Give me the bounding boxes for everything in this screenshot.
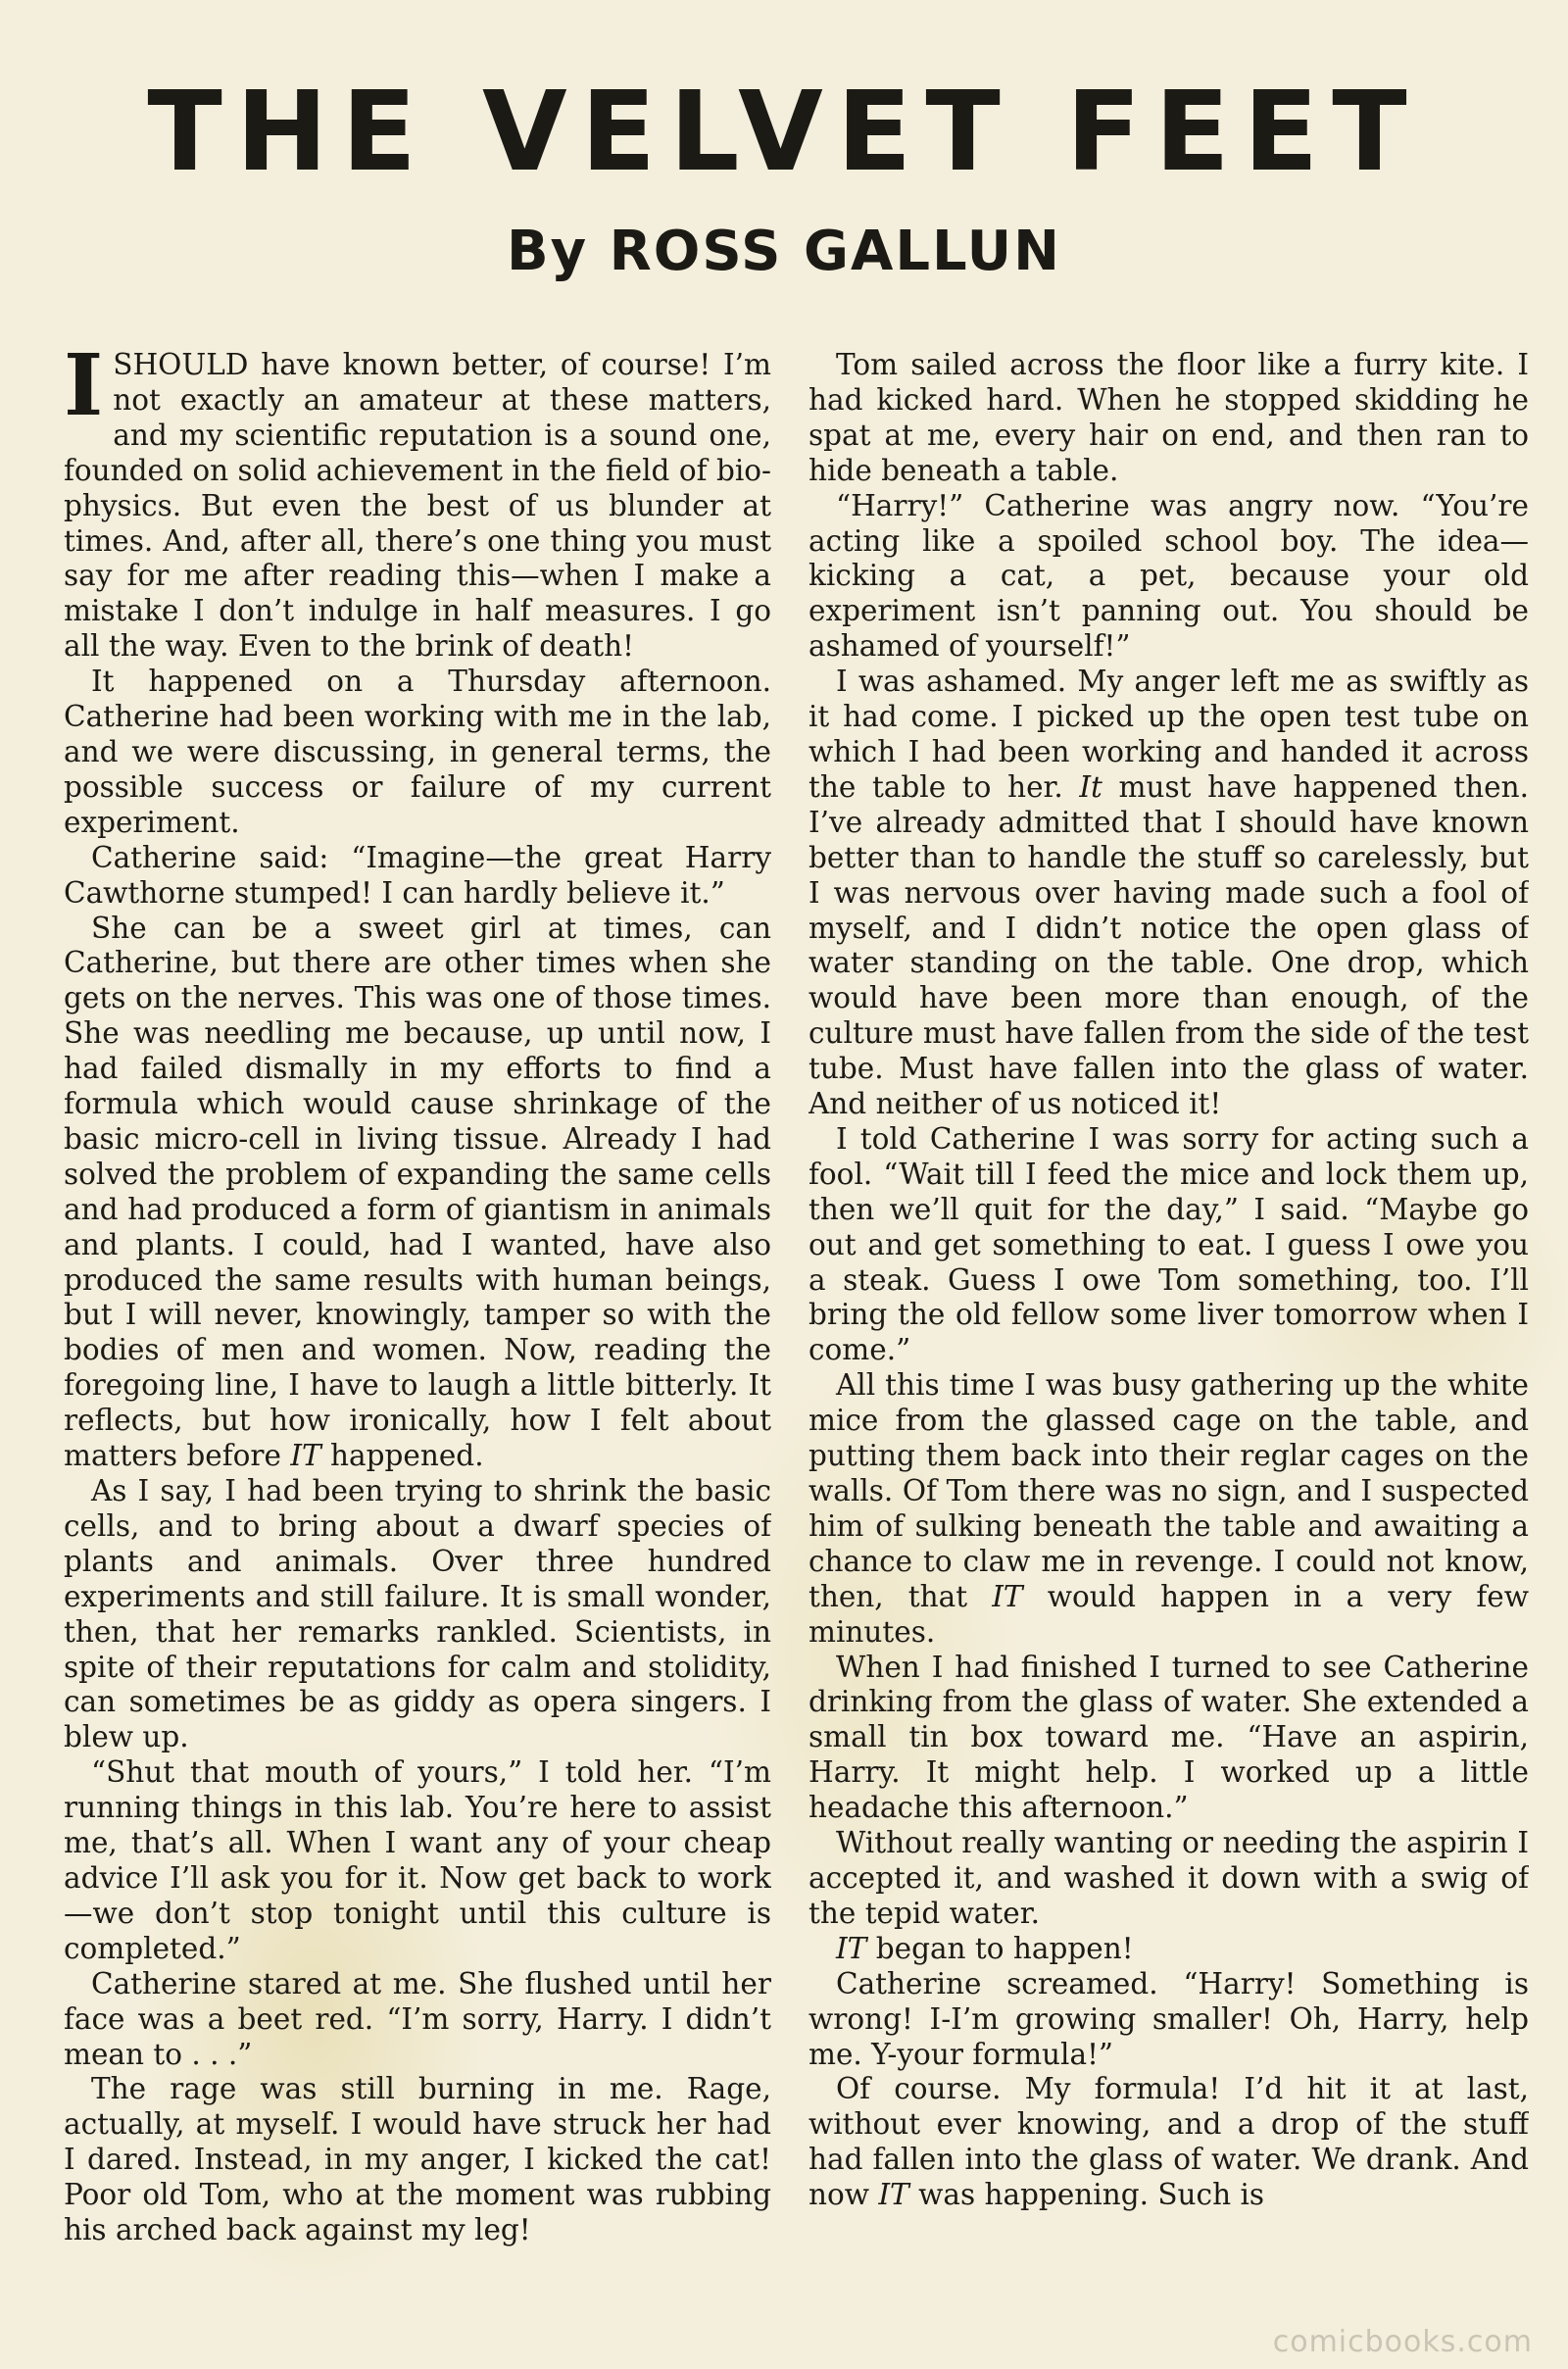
- paragraph: As I say, I had been trying to shrink the basic cells, and to bring about a dwarf species of plants and animals. Over three hundred experiments and still failure. It is small wonder, then, that her remarks rankled. Scientists, in spite of their reputations for calm and stolidity, can sometimes be as giddy as opera singers. I blew up.: [64, 1474, 771, 1754]
- paragraph: “Shut that mouth of yours,” I told her. “I’m running things in this lab. You’re here to assist me, that’s all. When I want any of your cheap advice I’ll ask you for it. Now get back to work—we don’t stop tonight until this culture is completed.”: [64, 1755, 771, 1965]
- paragraph-text: SHOULD have known better, of course! I’m not exactly an amateur at these matters, and my scientific reputation is a sound one, founded on solid achievement in the field of bio-physics. But even the best of us blunder at times. And, after all, there’s one thing you must say for me after reading this—when I make a mistake I don’t indulge in half measures. I go all the way. Even to the brink of death!: [64, 348, 771, 664]
- paragraph: Catherine stared at me. She flushed until her face was a beet red. “I’m sorry, Harry. I didn’t mean to . . .”: [64, 1966, 771, 2071]
- paragraph: When I had finished I turned to see Catherine drinking from the glass of water. She extended a small tin box toward me. “Have an aspirin, Harry. It might help. I worked up a little headache this afternoon.”: [808, 1650, 1529, 1825]
- paragraph: [64, 912, 771, 1475]
- italic-text: IT: [878, 2178, 909, 2212]
- paragraph-text: happened.: [320, 1439, 484, 1473]
- watermark: comicbooks.com: [1272, 2325, 1533, 2359]
- italic-text: IT: [992, 1579, 1023, 1613]
- byline: By ROSS GALLUN: [506, 220, 1062, 283]
- paragraph-text: All this time I was busy gathering up the white mice from the glassed cage on the table, and putting them back into their reglar cages on the walls. Of Tom there was no sign, and I suspected him of sulking beneath the table and awaiting a chance to claw me in revenge. I could not know, then, that: [808, 1368, 1529, 1613]
- paragraph-text: She can be a sweet girl at times, can Catherine, but there are other times when she gets on the nerves. This was one of those times. She was needling me because, up until now, I had failed dismally in my efforts to find a formula which would cause shrinkage of the basic micro-cell in living tissue. Already I had solved the problem of expanding the same cells and had produced a form of giantism in animals and plants. I could, had I wanted, have also produced the same results with human beings, but I will never, knowingly, tamper so with the bodies of men and women. Now, reading the foregoing line, I have to laugh a little bitterly. It reflects, but how ironically, how I felt about matters before: [64, 911, 771, 1473]
- paragraph: [64, 348, 771, 665]
- story-column-left: [64, 348, 771, 2294]
- paragraph: “Harry!” Catherine was angry now. “You’re acting like a spoiled school boy. The idea—kicking a cat, a pet, because your old experiment isn’t panning out. You should be ashamed of yourself!”: [808, 488, 1529, 664]
- paragraph: [808, 1932, 1529, 1967]
- paragraph: Catherine said: “Imagine—the great Harry Cawthorne stumped! I can hardly believe it.”: [64, 840, 771, 910]
- paragraph: It happened on a Thursday afternoon. Catherine had been working with me in the lab, and we were discussing, in general terms, the possible success or failure of my current experiment.: [64, 665, 771, 839]
- paragraph: Catherine screamed. “Harry! Something is wrong! I-I’m growing smaller! Oh, Harry, help me. Y-your formula!”: [808, 1966, 1529, 2071]
- story-title: THE VELVET FEET: [147, 69, 1421, 196]
- paragraph: The rage was still burning in me. Rage, actually, at myself. I would have struck her had I dared. Instead, in my anger, I kicked the cat! Poor old Tom, who at the moment was rubbing his arched back against my leg!: [64, 2072, 771, 2247]
- paragraph-text: must have happened then. I’ve already admitted that I should have known better than to handle the stuff so carelessly, but I was nervous over having made such a fool of myself, and I didn’t notice the open glass of water standing on the table. One drop, which would have been more than enough, of the culture must have fallen from the side of the test tube. Must have fallen into the glass of water. And neither of us noticed it!: [808, 769, 1529, 1121]
- italic-text: IT: [836, 1931, 867, 1965]
- drop-cap: I: [64, 348, 104, 435]
- paragraph: Tom sailed across the floor like a furry kite. I had kicked hard. When he stopped skidding he spat at me, every hair on end, and then ran to hide beneath a table.: [808, 348, 1529, 487]
- paragraph-text: Of course. My formula! I’d hit it at last, without ever knowing, and a drop of the stuff had fallen into the glass of water. We drank. And now: [808, 2072, 1529, 2212]
- paragraph-text: was happening. Such is: [908, 2178, 1265, 2212]
- paragraph-text: I was ashamed. My anger left me as swiftly as it had come. I picked up the open test tube on which I had been working and handed it across the table to her.: [808, 665, 1529, 804]
- paragraph: I told Catherine I was sorry for acting such a fool. “Wait till I feed the mice and lock them up, then we’ll quit for the day,” I said. “Maybe go out and get something to eat. I guess I owe you a steak. Guess I owe Tom something, too. I’ll bring the old fellow some liver tomorrow when I come.”: [808, 1121, 1529, 1367]
- paragraph: [808, 2072, 1529, 2213]
- italic-text: It: [1079, 769, 1102, 804]
- paragraph: [808, 665, 1529, 1122]
- story-column-right: [808, 348, 1529, 2294]
- paragraph: [808, 1368, 1529, 1650]
- paragraph-text: would happen in a very few minutes.: [808, 1579, 1529, 1649]
- italic-text: IT: [290, 1439, 321, 1473]
- paragraph: Without really wanting or needing the aspirin I accepted it, and washed it down with a swig of the tepid water.: [808, 1826, 1529, 1930]
- paragraph-text: began to happen!: [866, 1931, 1134, 1965]
